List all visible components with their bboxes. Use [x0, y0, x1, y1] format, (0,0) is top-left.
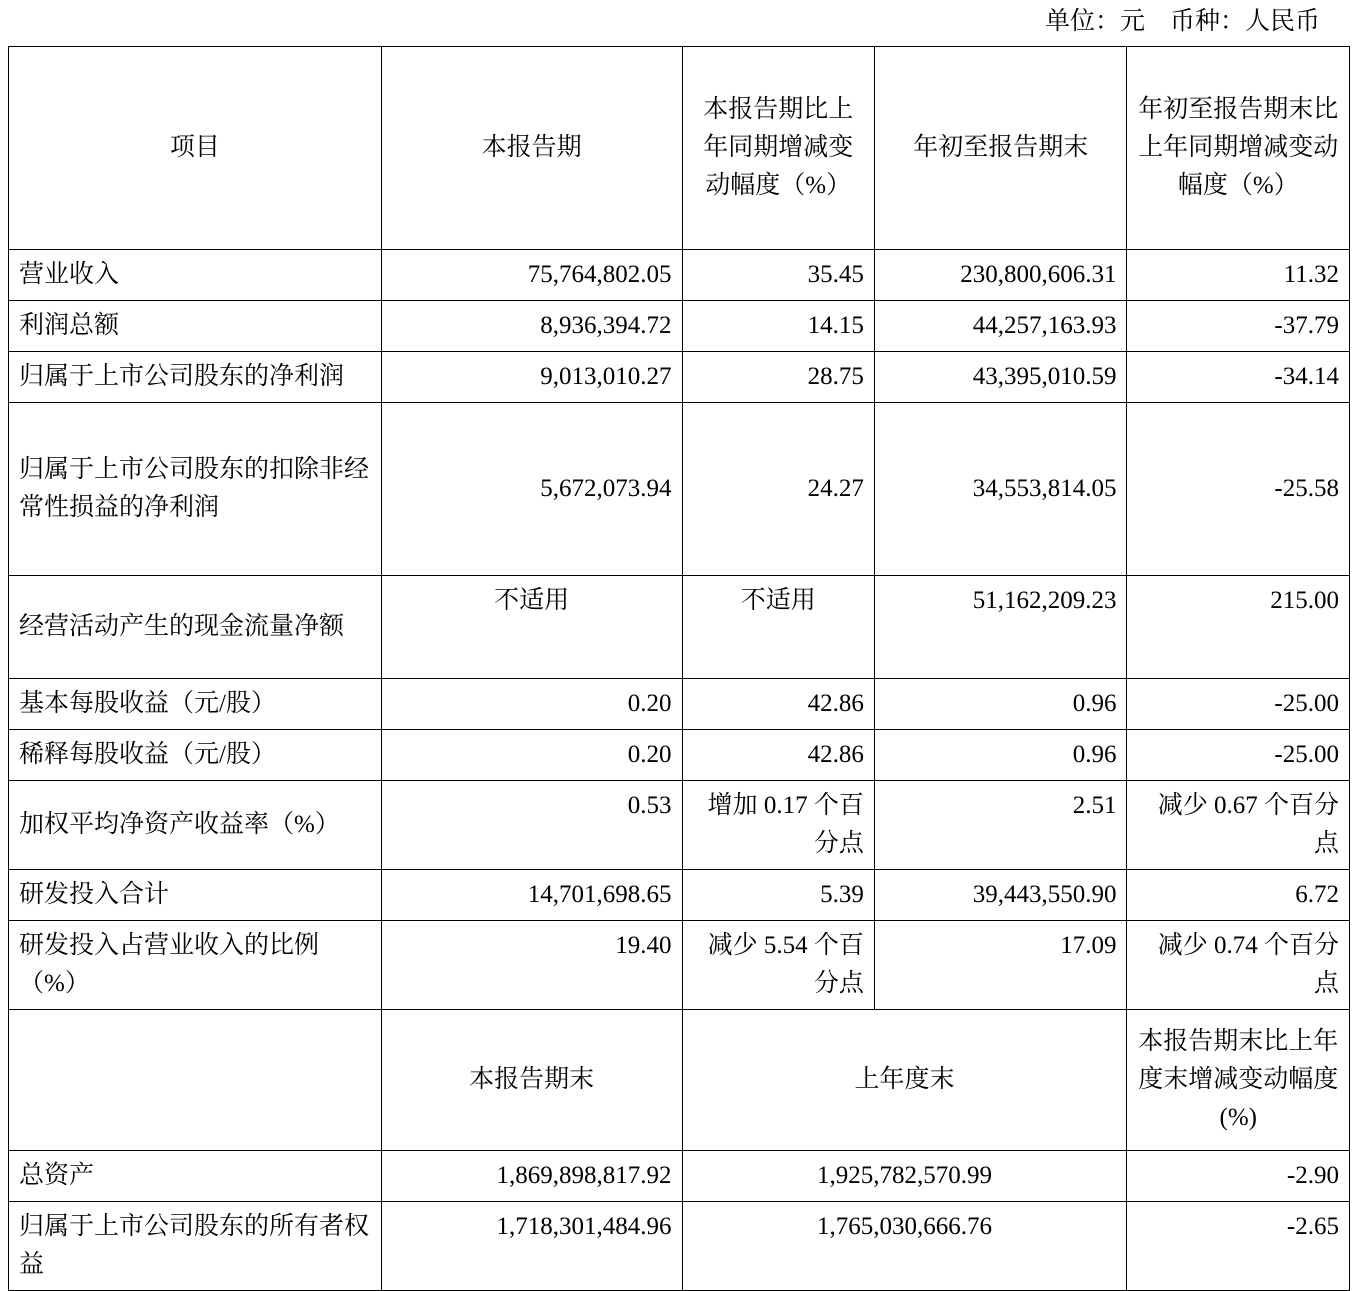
- row-current-period: 0.20: [381, 730, 682, 781]
- row-current-period: 5,672,073.94: [381, 403, 682, 576]
- table-row: [9, 679, 1350, 730]
- row-current-period: 0.20: [381, 679, 682, 730]
- table-row: [9, 730, 1350, 781]
- balance-header-last-year-end: 上年度末: [682, 1010, 1127, 1151]
- table-header-row: [9, 47, 1350, 250]
- row-item-label: 归属于上市公司股东的净利润: [9, 352, 382, 403]
- row-current-change: 减少 5.54 个百分点: [682, 921, 874, 1010]
- row-ytd: 43,395,010.59: [874, 352, 1127, 403]
- table-row: [9, 1202, 1350, 1291]
- row-ytd: 34,553,814.05: [874, 403, 1127, 576]
- row-period-end: 1,718,301,484.96: [381, 1202, 682, 1291]
- table-row: [9, 781, 1350, 870]
- row-current-period: 19.40: [381, 921, 682, 1010]
- row-current-period: 8,936,394.72: [381, 301, 682, 352]
- row-item-label: 总资产: [9, 1151, 382, 1202]
- row-ytd: 51,162,209.23: [874, 576, 1127, 679]
- row-ytd-change: 减少 0.67 个百分点: [1127, 781, 1350, 870]
- balance-header-change: 本报告期末比上年度末增减变动幅度(%): [1127, 1010, 1350, 1151]
- row-current-period: 不适用: [381, 576, 682, 679]
- row-last-year-end: 1,925,782,570.99: [682, 1151, 1127, 1202]
- row-ytd-change: 11.32: [1127, 250, 1350, 301]
- row-ytd: 0.96: [874, 679, 1127, 730]
- row-period-end: 1,869,898,817.92: [381, 1151, 682, 1202]
- row-ytd: 230,800,606.31: [874, 250, 1127, 301]
- row-ytd: 17.09: [874, 921, 1127, 1010]
- row-item-label: 归属于上市公司股东的所有者权益: [9, 1202, 382, 1291]
- table-row: [9, 1151, 1350, 1202]
- row-current-change: 14.15: [682, 301, 874, 352]
- header-ytd-change: 年初至报告期末比上年同期增减变动幅度（%）: [1127, 47, 1350, 250]
- balance-header-period-end: 本报告期末: [381, 1010, 682, 1151]
- row-ytd: 0.96: [874, 730, 1127, 781]
- row-item-label: 经营活动产生的现金流量净额: [9, 576, 382, 679]
- table-row: [9, 870, 1350, 921]
- row-item-label: 加权平均净资产收益率（%）: [9, 781, 382, 870]
- row-ytd-change: -37.79: [1127, 301, 1350, 352]
- row-last-year-end: 1,765,030,666.76: [682, 1202, 1127, 1291]
- row-ytd-change: -25.58: [1127, 403, 1350, 576]
- row-item-label: 营业收入: [9, 250, 382, 301]
- row-current-change: 24.27: [682, 403, 874, 576]
- row-item-label: 研发投入合计: [9, 870, 382, 921]
- row-ytd-change: 6.72: [1127, 870, 1350, 921]
- financial-summary-table: [8, 46, 1350, 1291]
- row-change: -2.90: [1127, 1151, 1350, 1202]
- header-ytd: 年初至报告期末: [874, 47, 1127, 250]
- table-row: [9, 352, 1350, 403]
- header-item: 项目: [9, 47, 382, 250]
- row-current-period: 14,701,698.65: [381, 870, 682, 921]
- row-current-period: 0.53: [381, 781, 682, 870]
- row-current-change: 42.86: [682, 730, 874, 781]
- row-ytd: 2.51: [874, 781, 1127, 870]
- row-current-change: 42.86: [682, 679, 874, 730]
- header-current-change: 本报告期比上年同期增减变动幅度（%）: [682, 47, 874, 250]
- row-current-period: 9,013,010.27: [381, 352, 682, 403]
- row-change: -2.65: [1127, 1202, 1350, 1291]
- unit-currency-note: 单位：元 币种：人民币: [1044, 8, 1320, 35]
- balance-header-item: [9, 1010, 382, 1151]
- row-item-label: 利润总额: [9, 301, 382, 352]
- row-current-period: 75,764,802.05: [381, 250, 682, 301]
- table-row: [9, 921, 1350, 1010]
- row-ytd: 44,257,163.93: [874, 301, 1127, 352]
- row-current-change: 28.75: [682, 352, 874, 403]
- table-row: [9, 576, 1350, 679]
- row-current-change: 35.45: [682, 250, 874, 301]
- row-ytd-change: -34.14: [1127, 352, 1350, 403]
- table-row: [9, 403, 1350, 576]
- table-row: [9, 301, 1350, 352]
- header-current-period: 本报告期: [381, 47, 682, 250]
- row-item-label: 稀释每股收益（元/股）: [9, 730, 382, 781]
- row-ytd-change: 215.00: [1127, 576, 1350, 679]
- row-item-label: 基本每股收益（元/股）: [9, 679, 382, 730]
- row-ytd-change: -25.00: [1127, 730, 1350, 781]
- row-current-change: 不适用: [682, 576, 874, 679]
- table-row: [9, 250, 1350, 301]
- row-ytd-change: -25.00: [1127, 679, 1350, 730]
- row-current-change: 5.39: [682, 870, 874, 921]
- balance-header-row: [9, 1010, 1350, 1151]
- row-item-label: 研发投入占营业收入的比例（%）: [9, 921, 382, 1010]
- row-current-change: 增加 0.17 个百分点: [682, 781, 874, 870]
- row-ytd-change: 减少 0.74 个百分点: [1127, 921, 1350, 1010]
- row-ytd: 39,443,550.90: [874, 870, 1127, 921]
- row-item-label: 归属于上市公司股东的扣除非经常性损益的净利润: [9, 403, 382, 576]
